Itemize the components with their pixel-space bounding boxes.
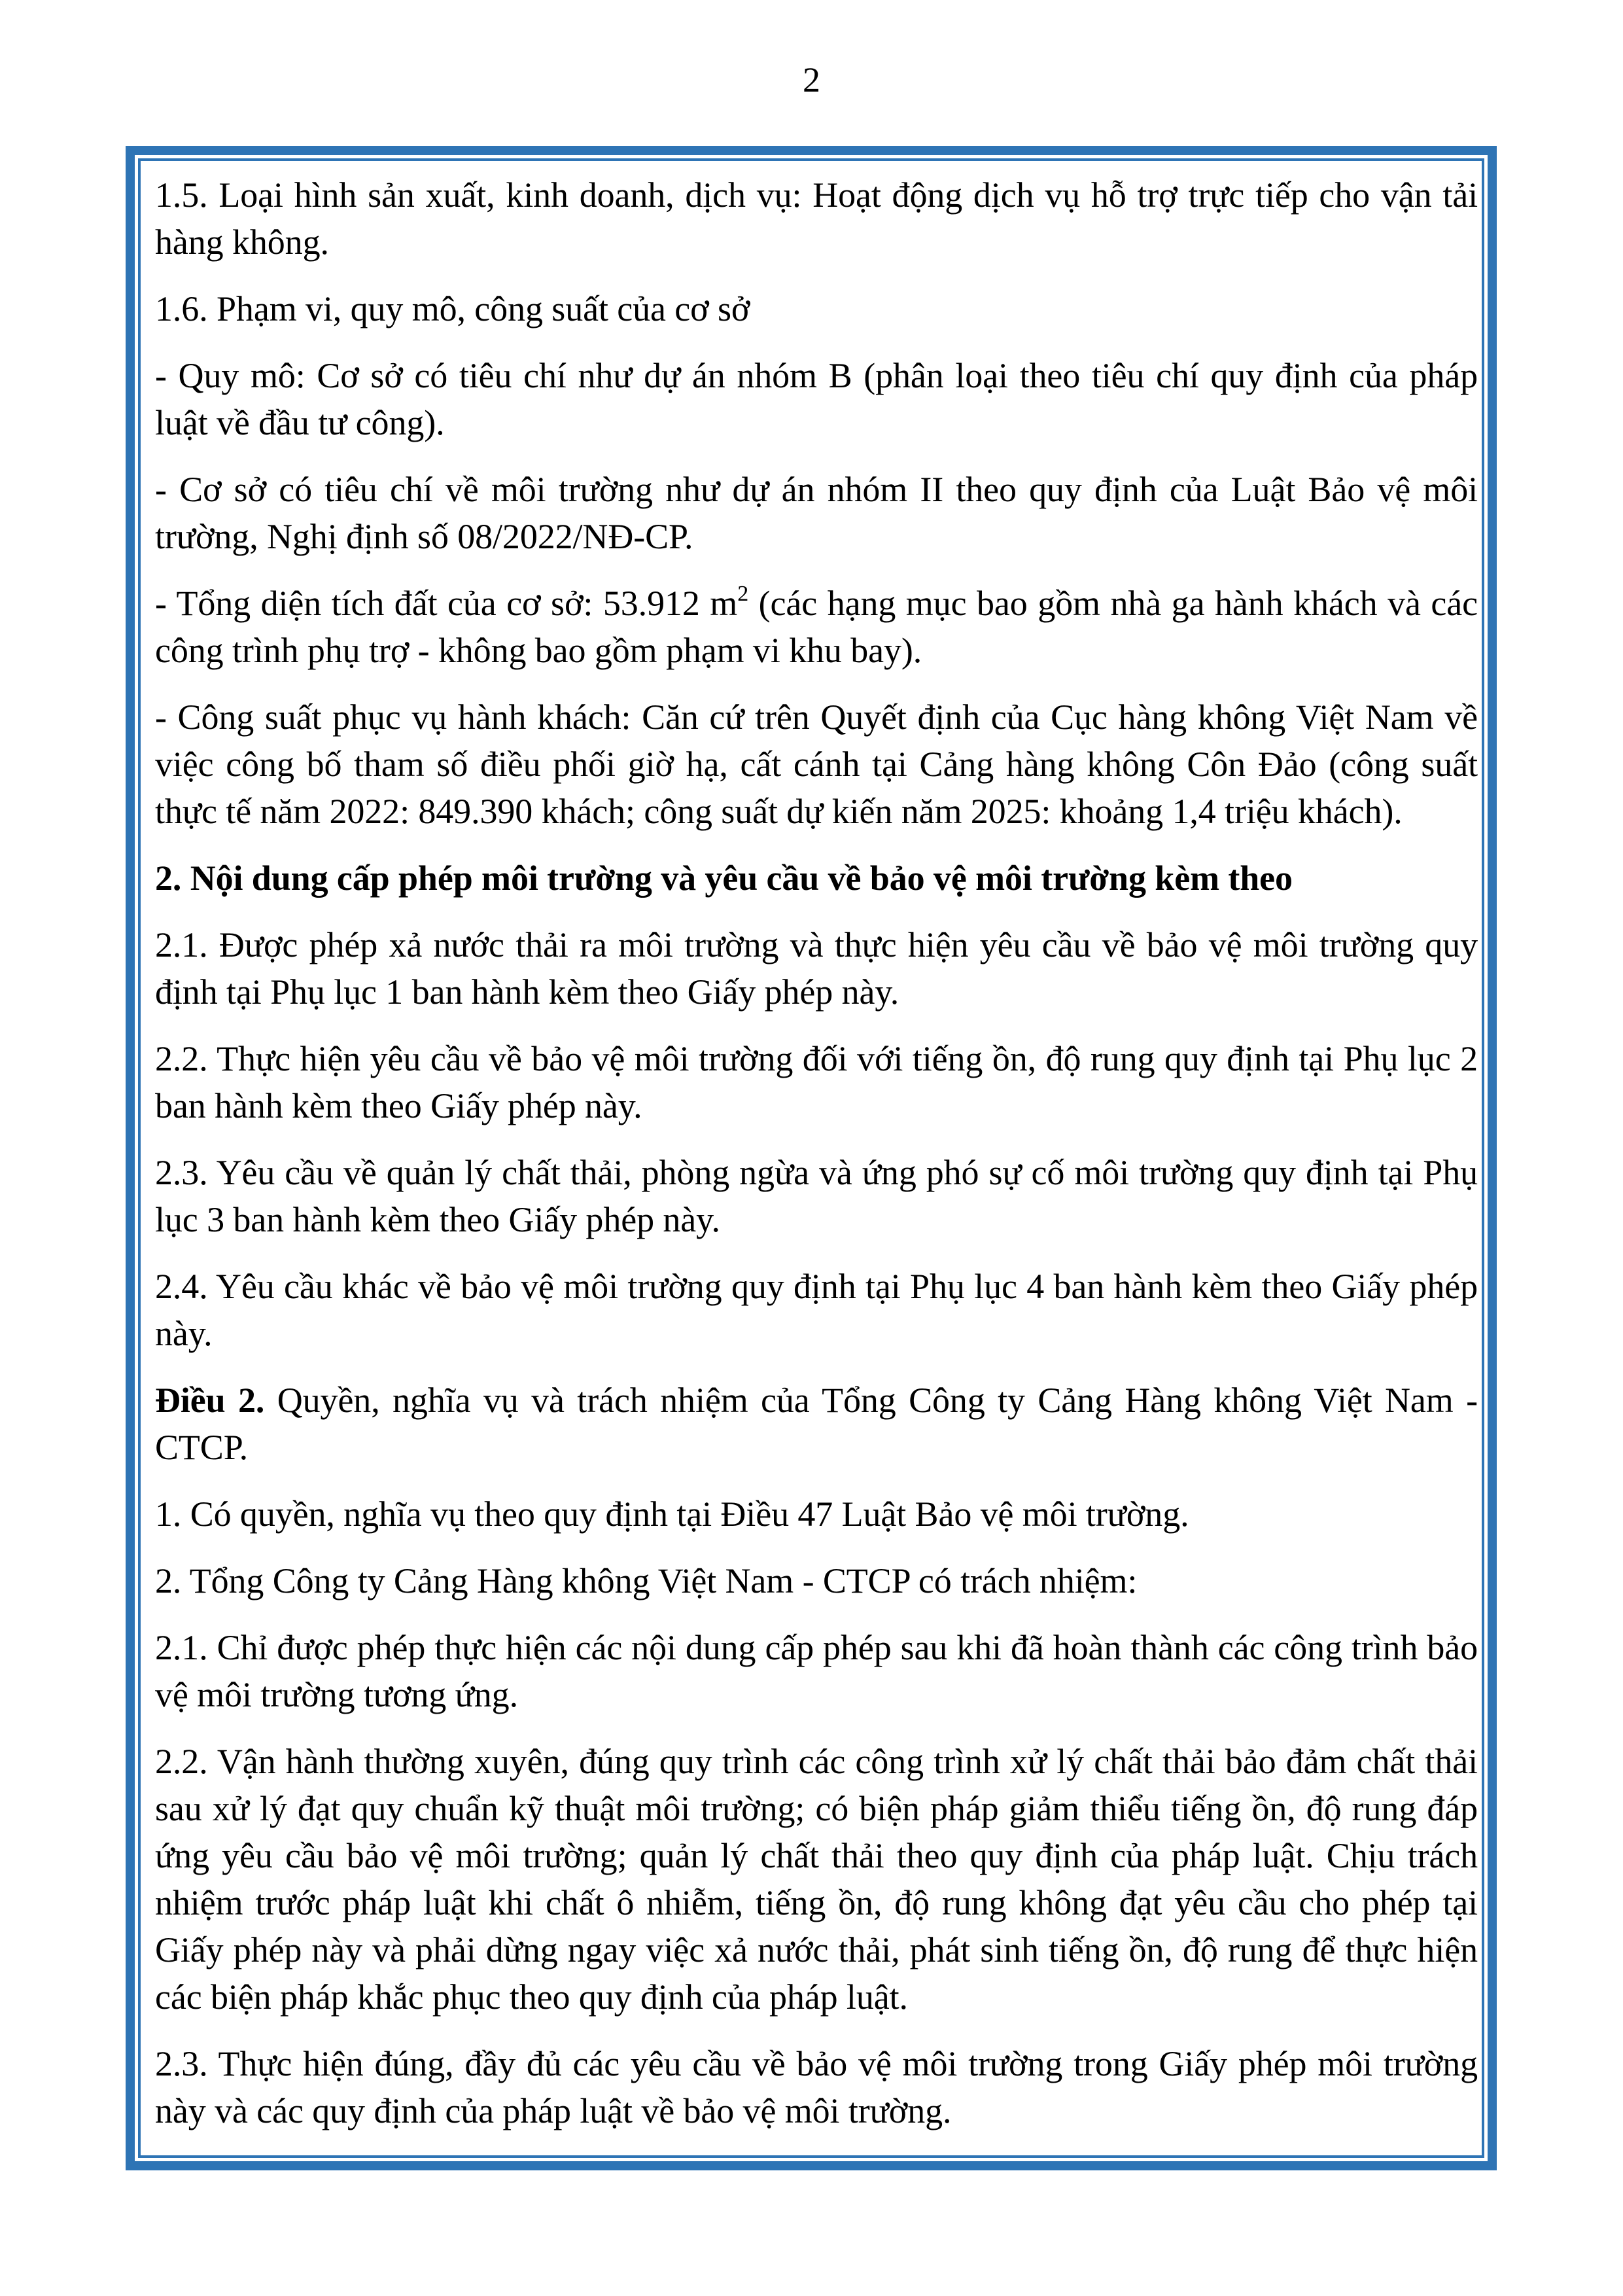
section-2-2: 2.2. Thực hiện yêu cầu về bảo vệ môi trường đối với tiếng ồn, độ rung quy định tại Phụ lục 2 ban hành kèm theo Giấy phép này. — [155, 1039, 1478, 1125]
page-number: 2 — [803, 60, 820, 99]
article-2-title: Quyền, nghĩa vụ và trách nhiệm của Tổng Công ty Cảng Hàng không Việt Nam - CTCP. — [155, 1381, 1478, 1467]
section-2-1: 2.1. Được phép xả nước thải ra môi trường và thực hiện yêu cầu về bảo vệ môi trường quy định tại Phụ lục 1 ban hành kèm theo Giấy phép này. — [155, 925, 1478, 1012]
section-2-3: 2.3. Yêu cầu về quản lý chất thải, phòng ngừa và ứng phó sự cố môi trường quy định tại Phụ lục 3 ban hành kèm theo Giấy phép này. — [155, 1153, 1478, 1239]
land-area-item — [155, 580, 1478, 674]
article-2-heading — [155, 1377, 1478, 1471]
section-2-heading: 2. Nội dung cấp phép môi trường và yêu cầu về bảo vệ môi trường kèm theo — [155, 858, 1293, 898]
section-1-5-business-type: 1.5. Loại hình sản xuất, kinh doanh, dịch vụ: Hoạt động dịch vụ hỗ trợ trực tiếp cho vận tải hàng không. — [155, 175, 1478, 262]
scale-item: - Quy mô: Cơ sở có tiêu chí như dự án nhóm B (phân loại theo tiêu chí quy định của pháp luật về đầu tư công). — [155, 356, 1478, 442]
article-2-item-2-2: 2.2. Vận hành thường xuyên, đúng quy trình các công trình xử lý chất thải bảo đảm chất thải sau xử lý đạt quy chuẩn kỹ thuật môi trường; có biện pháp giảm thiểu tiếng ồn, độ rung đáp ứng yêu cầu bảo vệ môi trường; quản lý chất thải theo quy định của pháp luật. Chịu trách nhiệm trước pháp luật khi chất ô nhiễm, tiếng ồn, độ rung không đạt yêu cầu cho phép tại Giấy phép này và phải dừng ngay việc xả nước thải, phát sinh tiếng ồn, độ rung để thực hiện các biện pháp khắc phục theo quy định của pháp luật. — [155, 1742, 1478, 2017]
article-2-item-2: 2. Tổng Công ty Cảng Hàng không Việt Nam - CTCP có trách nhiệm: — [155, 1561, 1138, 1600]
article-2-item-2-3: 2.3. Thực hiện đúng, đầy đủ các yêu cầu về bảo vệ môi trường trong Giấy phép môi trường này và các quy định của pháp luật về bảo vệ môi trường. — [155, 2044, 1478, 2130]
environment-criteria-item: - Cơ sở có tiêu chí về môi trường như dự án nhóm II theo quy định của Luật Bảo vệ môi trường, Nghị định số 08/2022/NĐ-CP. — [155, 470, 1478, 556]
superscript-2: 2 — [737, 582, 749, 606]
document-body — [155, 171, 1478, 2154]
article-2-item-1: 1. Có quyền, nghĩa vụ theo quy định tại Điều 47 Luật Bảo vệ môi trường. — [155, 1494, 1189, 1534]
section-2-4: 2.4. Yêu cầu khác về bảo vệ môi trường quy định tại Phụ lục 4 ban hành kèm theo Giấy phép này. — [155, 1267, 1478, 1353]
article-2-label: Điều 2. — [155, 1381, 265, 1420]
passenger-capacity-item: - Công suất phục vụ hành khách: Căn cứ trên Quyết định của Cục hàng không Việt Nam về việc công bố tham số điều phối giờ hạ, cất cánh tại Cảng hàng không Côn Đảo (công suất thực tế năm 2022: 849.390 khách; công suất dự kiến năm 2025: khoảng 1,4 triệu khách). — [155, 698, 1478, 831]
article-2-item-2-1: 2.1. Chỉ được phép thực hiện các nội dung cấp phép sau khi đã hoàn thành các công trình bảo vệ môi trường tương ứng. — [155, 1628, 1478, 1714]
land-area-text-cont: (các hạng mục bao gồm nhà ga hành khách và các công trình phụ trợ - không bao gồm phạm vi khu bay). — [155, 584, 1478, 670]
section-1-6-scope: 1.6. Phạm vi, quy mô, công suất của cơ sở — [155, 289, 750, 328]
land-area-text: - Tổng diện tích đất của cơ sở: 53.912 m — [155, 584, 738, 623]
